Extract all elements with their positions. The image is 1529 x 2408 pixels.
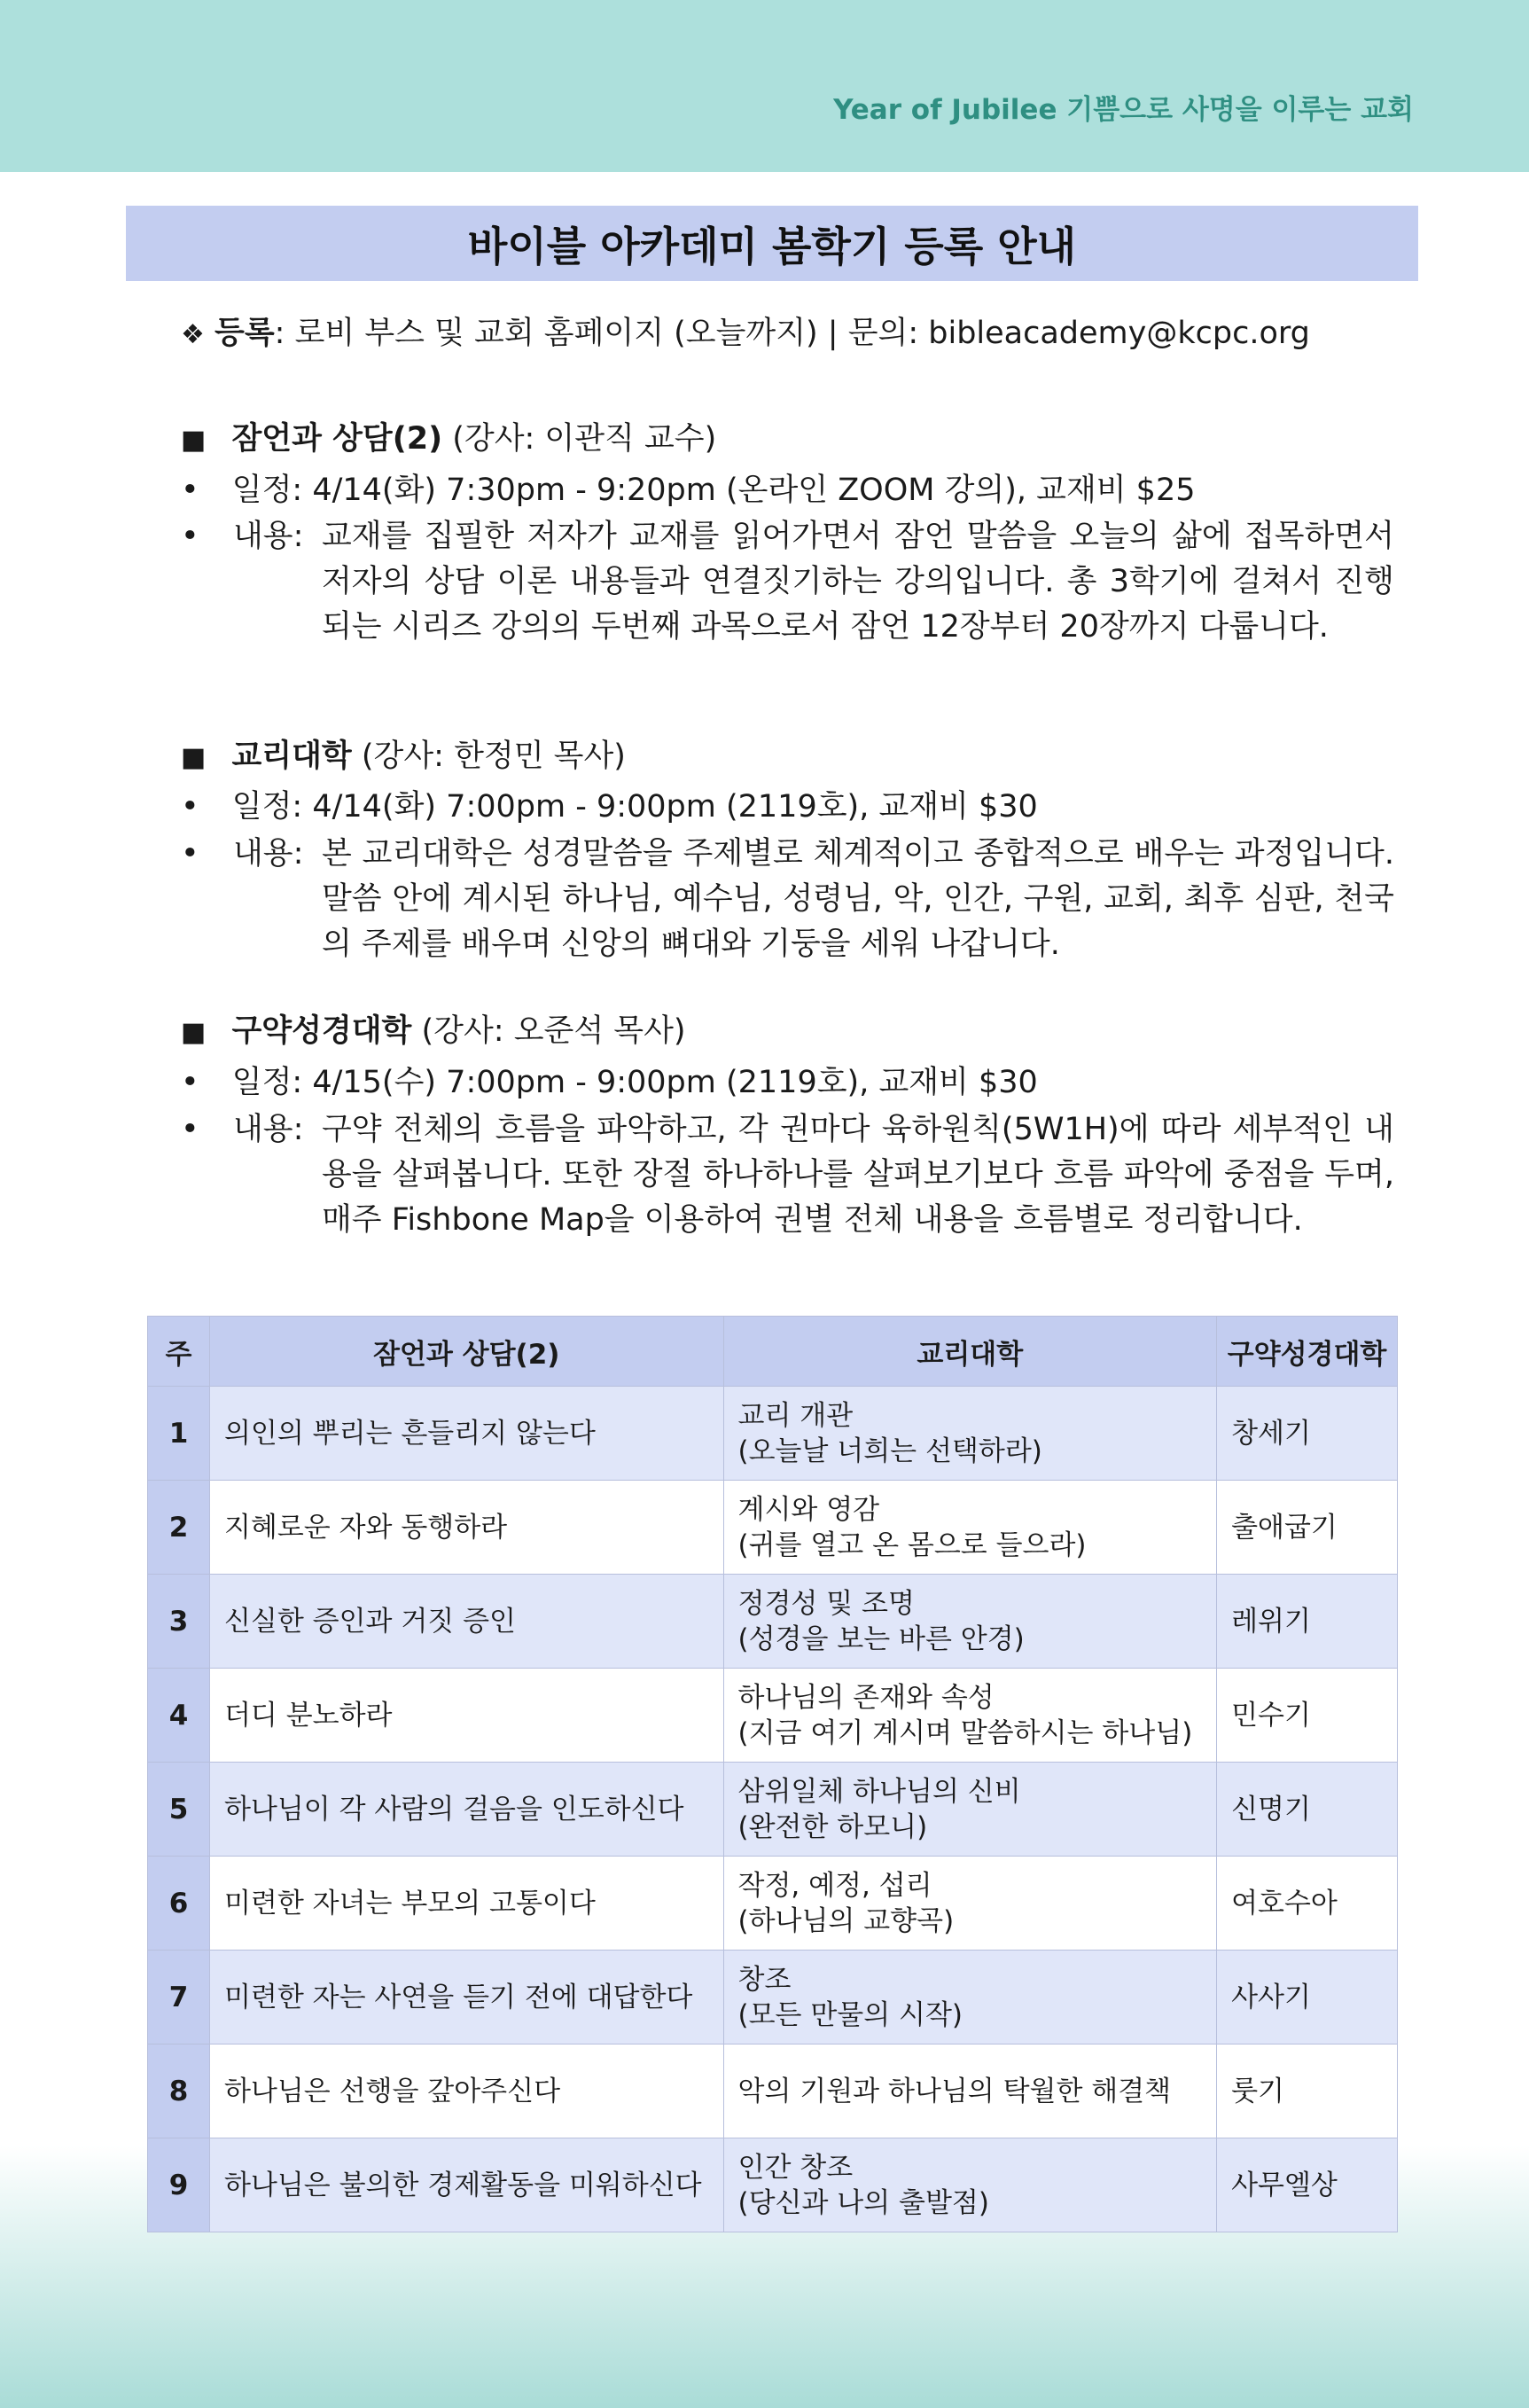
registration-text: : 로비 부스 및 교회 홈페이지 (오늘까지) | 문의: bibleacademy@kcpc.org	[274, 316, 1310, 351]
doctrine-topic	[723, 1387, 1217, 1481]
ot-book: 창세기	[1217, 1387, 1398, 1481]
doctrine-title: 악의 기원과 하나님의 탁월한 해결책	[737, 2075, 1172, 2107]
week-number: 3	[148, 1575, 210, 1669]
ot-book: 출애굽기	[1217, 1481, 1398, 1575]
table-row	[148, 1951, 1398, 2044]
content-label: 내용:	[233, 836, 304, 872]
ot-book: 민수기	[1217, 1669, 1398, 1763]
course-heading	[181, 741, 626, 772]
header-proverbs: 잠언과 상담(2)	[209, 1317, 723, 1387]
course-content	[233, 1107, 1394, 1243]
bullet-icon: •	[181, 1112, 199, 1147]
proverbs-topic: 의인의 뿌리는 흔들리지 않는다	[209, 1387, 723, 1481]
doctrine-subtitle: (오늘날 너희는 선택하라)	[737, 1435, 1042, 1467]
week-number: 4	[148, 1669, 210, 1763]
ot-book: 신명기	[1217, 1763, 1398, 1857]
doctrine-title: 작정, 예정, 섭리	[737, 1869, 932, 1902]
table-row	[148, 1669, 1398, 1763]
proverbs-topic: 더디 분노하라	[209, 1669, 723, 1763]
week-number: 6	[148, 1857, 210, 1951]
proverbs-topic: 하나님은 선행을 갚아주신다	[209, 2044, 723, 2138]
registration-label: 등록	[215, 316, 275, 351]
course-content	[233, 514, 1394, 650]
proverbs-topic: 지혜로운 자와 동행하라	[209, 1481, 723, 1575]
ot-book: 룻기	[1217, 2044, 1398, 2138]
doctrine-subtitle: (당신과 나의 출발점)	[737, 2186, 989, 2219]
schedule-text: 일정: 4/14(화) 7:30pm - 9:20pm (온라인 ZOOM 강의), 교재비 $25	[231, 473, 1196, 508]
course-name: 교리대학	[231, 739, 352, 774]
week-number: 1	[148, 1387, 210, 1481]
proverbs-topic: 미련한 자는 사연을 듣기 전에 대답한다	[209, 1951, 723, 2044]
bullet-icon: •	[181, 473, 199, 508]
week-number: 2	[148, 1481, 210, 1575]
course-schedule	[181, 789, 1038, 825]
course-content	[233, 832, 1394, 967]
header-doctrine: 교리대학	[723, 1317, 1217, 1387]
registration-line	[181, 318, 1310, 349]
diamond-bullet-icon: ❖	[181, 319, 205, 350]
doctrine-subtitle: (하나님의 교향곡)	[737, 1904, 955, 1937]
ot-book: 레위기	[1217, 1575, 1398, 1669]
doctrine-subtitle: (지금 여기 계시며 말씀하시는 하나님)	[737, 1716, 1193, 1749]
doctrine-subtitle: (귀를 열고 온 몸으로 들으라)	[737, 1528, 1087, 1561]
course-name: 잠언과 상담(2)	[231, 421, 443, 457]
square-bullet-icon: ■	[181, 425, 207, 456]
table-row	[148, 2138, 1398, 2232]
doctrine-topic	[723, 1481, 1217, 1575]
content-text: 교재를 집필한 저자가 교재를 읽어가면서 잠언 말씀을 오늘의 삶에 접목하면서 저자의 상담 이론 내용들과 연결짓기하는 강의입니다. 총 3학기에 걸쳐서 진행되는 시리즈 강의의 두번째 과목으로서 잠언 12장부터 20장까지 다룹니다.	[322, 519, 1394, 645]
doctrine-topic	[723, 1951, 1217, 2044]
course-schedule	[181, 475, 1196, 506]
ot-book: 사무엘상	[1217, 2138, 1398, 2232]
page-title: 바이블 아카데미 봄학기 등록 안내	[126, 206, 1418, 281]
doctrine-title: 계시와 영감	[737, 1493, 880, 1526]
table-row	[148, 1481, 1398, 1575]
proverbs-topic: 하나님은 불의한 경제활동을 미워하신다	[209, 2138, 723, 2232]
course-heading	[181, 1013, 686, 1049]
ot-book: 여호수아	[1217, 1857, 1398, 1951]
schedule-table	[147, 1316, 1398, 2232]
course-instructor: (강사: 한정민 목사)	[361, 739, 626, 774]
week-number: 7	[148, 1951, 210, 2044]
ot-book: 사사기	[1217, 1951, 1398, 2044]
course-name: 구약성경대학	[231, 1013, 412, 1049]
header-band	[0, 0, 1529, 172]
table-header-row	[148, 1317, 1398, 1387]
course-instructor: (강사: 이관직 교수)	[452, 421, 717, 457]
table-row	[148, 1857, 1398, 1951]
doctrine-topic	[723, 2138, 1217, 2232]
content-text: 구약 전체의 흐름을 파악하고, 각 권마다 육하원칙(5W1H)에 따라 세부적인 내용을 살펴봅니다. 또한 장절 하나하나를 살펴보기보다 흐름 파악에 중점을 두며, 매주 Fishbone Map을 이용하여 권별 전체 내용을 흐름별로 정리합니다.	[322, 1112, 1394, 1238]
doctrine-title: 정경성 및 조명	[737, 1587, 915, 1620]
doctrine-title: 인간 창조	[737, 2151, 854, 2184]
course-instructor: (강사: 오준석 목사)	[421, 1013, 686, 1049]
week-number: 9	[148, 2138, 210, 2232]
doctrine-subtitle: (완전한 하모니)	[737, 1810, 928, 1843]
table-row	[148, 2044, 1398, 2138]
square-bullet-icon: ■	[181, 742, 207, 773]
proverbs-topic: 미련한 자녀는 부모의 고통이다	[209, 1857, 723, 1951]
bullet-icon: •	[181, 836, 199, 872]
doctrine-topic	[723, 1857, 1217, 1951]
doctrine-topic	[723, 1763, 1217, 1857]
header-ot: 구약성경대학	[1217, 1317, 1398, 1387]
schedule-text: 일정: 4/14(화) 7:00pm - 9:00pm (2119호), 교재비 $30	[231, 789, 1038, 825]
content-text: 본 교리대학은 성경말씀을 주제별로 체계적이고 종합적으로 배우는 과정입니다. 말씀 안에 계시된 하나님, 예수님, 성령님, 악, 인간, 구원, 교회, 최후 심판, 천국의 주제를 배우며 신앙의 뼈대와 기둥을 세워 나갑니다.	[322, 836, 1394, 962]
bullet-icon: •	[181, 789, 199, 825]
course-schedule	[181, 1067, 1038, 1098]
doctrine-topic	[723, 1669, 1217, 1763]
church-tagline: Year of Jubilee 기쁨으로 사명을 이루는 교회	[833, 94, 1414, 126]
doctrine-title: 삼위일체 하나님의 신비	[737, 1775, 1021, 1808]
schedule-text: 일정: 4/15(수) 7:00pm - 9:00pm (2119호), 교재비 $30	[231, 1065, 1038, 1100]
proverbs-topic: 하나님이 각 사람의 걸음을 인도하신다	[209, 1763, 723, 1857]
course-heading	[181, 421, 717, 457]
week-number: 8	[148, 2044, 210, 2138]
square-bullet-icon: ■	[181, 1017, 207, 1048]
doctrine-title: 교리 개관	[737, 1399, 854, 1432]
week-number: 5	[148, 1763, 210, 1857]
doctrine-title: 창조	[737, 1963, 792, 1996]
table-row	[148, 1763, 1398, 1857]
doctrine-title: 하나님의 존재와 속성	[737, 1681, 995, 1714]
table-row	[148, 1575, 1398, 1669]
table-row	[148, 1387, 1398, 1481]
bullet-icon: •	[181, 519, 199, 554]
header-week: 주	[148, 1317, 210, 1387]
doctrine-subtitle: (모든 만물의 시작)	[737, 1998, 963, 2031]
doctrine-topic	[723, 2044, 1217, 2138]
doctrine-topic	[723, 1575, 1217, 1669]
doctrine-subtitle: (성경을 보는 바른 안경)	[737, 1622, 1025, 1655]
bullet-icon: •	[181, 1065, 199, 1100]
content-label: 내용:	[233, 519, 304, 554]
content-label: 내용:	[233, 1112, 304, 1147]
proverbs-topic: 신실한 증인과 거짓 증인	[209, 1575, 723, 1669]
